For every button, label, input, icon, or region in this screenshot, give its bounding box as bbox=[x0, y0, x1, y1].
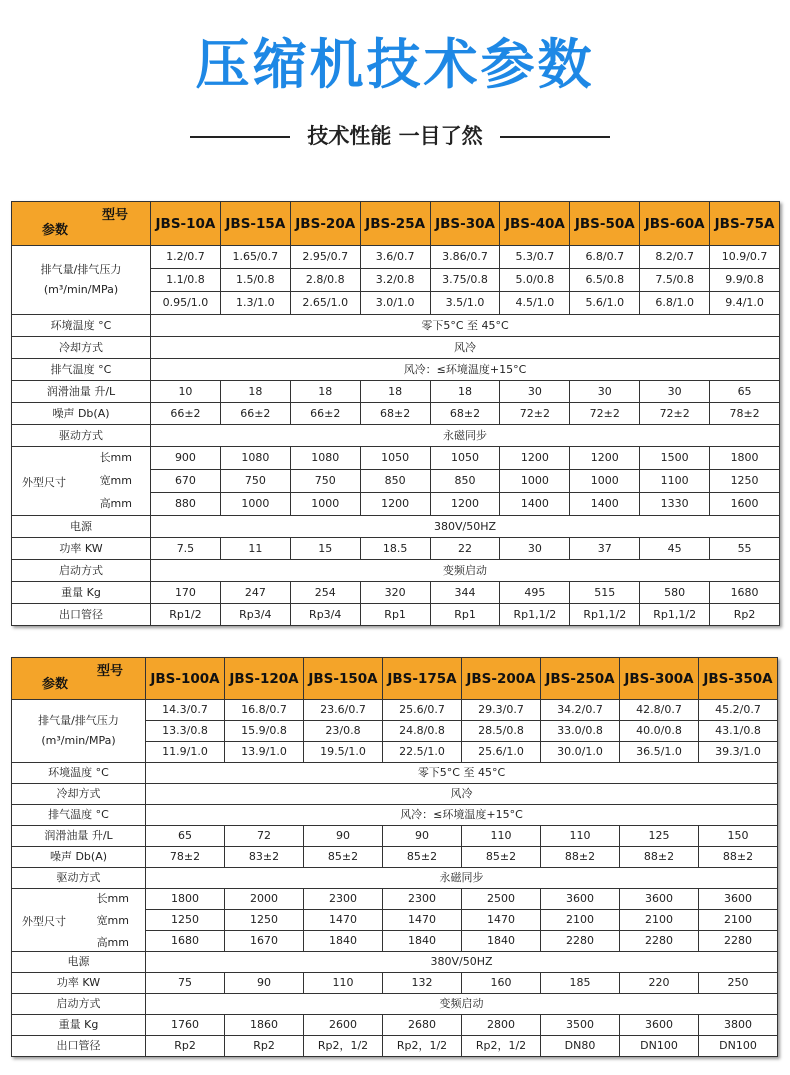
drive-value: 永磁同步 bbox=[146, 868, 778, 889]
length-value: 1800 bbox=[710, 447, 780, 470]
height-value: 1330 bbox=[640, 493, 710, 516]
outlet-value: DN100 bbox=[699, 1036, 778, 1057]
oil-value: 72 bbox=[225, 826, 304, 847]
corner-cell: 型号 参数 bbox=[12, 658, 146, 700]
oil-value: 150 bbox=[699, 826, 778, 847]
start-label: 启动方式 bbox=[12, 560, 151, 582]
flow-value: 28.5/0.8 bbox=[462, 721, 541, 742]
power-value: 250 bbox=[699, 973, 778, 994]
length-value: 900 bbox=[151, 447, 221, 470]
width-value: 1250 bbox=[146, 910, 225, 931]
weight-value: 1680 bbox=[710, 582, 780, 604]
power-value: 75 bbox=[146, 973, 225, 994]
width-value: 1250 bbox=[225, 910, 304, 931]
flow-row bbox=[12, 246, 780, 269]
model-header: JBS-150A bbox=[304, 658, 383, 700]
power-supply-value: 380V/50HZ bbox=[151, 516, 780, 538]
height-value: 1400 bbox=[570, 493, 640, 516]
outlet-value: Rp3/4 bbox=[290, 604, 360, 626]
oil-row bbox=[12, 381, 780, 403]
oil-row bbox=[12, 826, 778, 847]
flow-value: 2.8/0.8 bbox=[290, 269, 360, 292]
flow-value: 13.9/1.0 bbox=[225, 742, 304, 763]
flow-value: 2.65/1.0 bbox=[290, 292, 360, 315]
length-value: 1500 bbox=[640, 447, 710, 470]
model-header: JBS-100A bbox=[146, 658, 225, 700]
weight-value: 3800 bbox=[699, 1015, 778, 1036]
outlet-label: 出口管径 bbox=[12, 604, 151, 626]
flow-value: 0.95/1.0 bbox=[151, 292, 221, 315]
cooling-row bbox=[12, 784, 778, 805]
noise-value: 66±2 bbox=[290, 403, 360, 425]
weight-value: 1760 bbox=[146, 1015, 225, 1036]
drive-value: 永磁同步 bbox=[151, 425, 780, 447]
flow-value: 45.2/0.7 bbox=[699, 700, 778, 721]
flow-value: 8.2/0.7 bbox=[640, 246, 710, 269]
model-header: JBS-40A bbox=[500, 202, 570, 246]
length-value: 1080 bbox=[290, 447, 360, 470]
height-value: 1840 bbox=[304, 931, 383, 952]
model-header: JBS-25A bbox=[360, 202, 430, 246]
width-value: 1470 bbox=[383, 910, 462, 931]
outlet-value: Rp1/2 bbox=[151, 604, 221, 626]
weight-value: 1860 bbox=[225, 1015, 304, 1036]
oil-value: 30 bbox=[640, 381, 710, 403]
subtitle-line-right bbox=[500, 136, 610, 138]
oil-value: 30 bbox=[570, 381, 640, 403]
drive-row bbox=[12, 425, 780, 447]
flow-value: 22.5/1.0 bbox=[383, 742, 462, 763]
power-value: 132 bbox=[383, 973, 462, 994]
noise-row bbox=[12, 403, 780, 425]
model-header: JBS-75A bbox=[710, 202, 780, 246]
outlet-label: 出口管径 bbox=[12, 1036, 146, 1057]
weight-label: 重量 Kg bbox=[12, 1015, 146, 1036]
weight-value: 247 bbox=[220, 582, 290, 604]
flow-value: 11.9/1.0 bbox=[146, 742, 225, 763]
ambient-value: 零下5°C 至 45°C bbox=[151, 315, 780, 337]
drive-row bbox=[12, 868, 778, 889]
flow-value: 4.5/1.0 bbox=[500, 292, 570, 315]
spec-table-2 bbox=[11, 657, 778, 1057]
outlet-value: Rp1 bbox=[360, 604, 430, 626]
flow-value: 6.8/1.0 bbox=[640, 292, 710, 315]
oil-value: 18 bbox=[430, 381, 500, 403]
outlet-value: Rp1,1/2 bbox=[500, 604, 570, 626]
length-row bbox=[12, 447, 780, 470]
flow-value: 7.5/0.8 bbox=[640, 269, 710, 292]
power-value: 110 bbox=[304, 973, 383, 994]
flow-value: 36.5/1.0 bbox=[620, 742, 699, 763]
width-value: 2100 bbox=[541, 910, 620, 931]
flow-value: 33.0/0.8 bbox=[541, 721, 620, 742]
start-value: 变频启动 bbox=[151, 560, 780, 582]
cooling-value: 风冷 bbox=[151, 337, 780, 359]
exhaust-value: 风冷：≤环境温度+15°C bbox=[146, 805, 778, 826]
oil-value: 10 bbox=[151, 381, 221, 403]
oil-label: 润滑油量 升/L bbox=[12, 381, 151, 403]
flow-value: 1.3/1.0 bbox=[220, 292, 290, 315]
cooling-row bbox=[12, 337, 780, 359]
outlet-value: DN100 bbox=[620, 1036, 699, 1057]
weight-value: 254 bbox=[290, 582, 360, 604]
height-value: 1000 bbox=[220, 493, 290, 516]
height-value: 2280 bbox=[699, 931, 778, 952]
flow-value: 40.0/0.8 bbox=[620, 721, 699, 742]
oil-value: 18 bbox=[360, 381, 430, 403]
noise-value: 66±2 bbox=[220, 403, 290, 425]
width-value: 670 bbox=[151, 470, 221, 493]
height-value: 880 bbox=[151, 493, 221, 516]
weight-value: 2600 bbox=[304, 1015, 383, 1036]
height-value: 1200 bbox=[360, 493, 430, 516]
flow-value: 34.2/0.7 bbox=[541, 700, 620, 721]
length-value: 2500 bbox=[462, 889, 541, 910]
noise-value: 78±2 bbox=[710, 403, 780, 425]
flow-value: 1.5/0.8 bbox=[220, 269, 290, 292]
oil-value: 65 bbox=[146, 826, 225, 847]
width-value: 2100 bbox=[620, 910, 699, 931]
noise-value: 66±2 bbox=[151, 403, 221, 425]
width-value: 850 bbox=[430, 470, 500, 493]
noise-value: 88±2 bbox=[620, 847, 699, 868]
page-title: 压缩机技术参数 bbox=[195, 33, 595, 96]
oil-value: 90 bbox=[304, 826, 383, 847]
model-header-row bbox=[12, 658, 778, 700]
weight-value: 515 bbox=[570, 582, 640, 604]
weight-row bbox=[12, 1015, 778, 1036]
noise-value: 85±2 bbox=[304, 847, 383, 868]
cooling-label: 冷却方式 bbox=[12, 337, 151, 359]
cooling-label: 冷却方式 bbox=[12, 784, 146, 805]
weight-value: 580 bbox=[640, 582, 710, 604]
power-row bbox=[12, 538, 780, 560]
length-value: 1800 bbox=[146, 889, 225, 910]
noise-value: 68±2 bbox=[430, 403, 500, 425]
power-value: 15 bbox=[290, 538, 360, 560]
model-header: JBS-250A bbox=[541, 658, 620, 700]
power-value: 55 bbox=[710, 538, 780, 560]
start-value: 变频启动 bbox=[146, 994, 778, 1015]
width-value: 1250 bbox=[710, 470, 780, 493]
oil-value: 110 bbox=[541, 826, 620, 847]
weight-value: 3500 bbox=[541, 1015, 620, 1036]
power-value: 30 bbox=[500, 538, 570, 560]
model-header: JBS-60A bbox=[640, 202, 710, 246]
width-value: 750 bbox=[290, 470, 360, 493]
flow-value: 14.3/0.7 bbox=[146, 700, 225, 721]
power-supply-label: 电源 bbox=[12, 516, 151, 538]
weight-value: 344 bbox=[430, 582, 500, 604]
power-value: 90 bbox=[225, 973, 304, 994]
height-value: 1400 bbox=[500, 493, 570, 516]
outlet-row bbox=[12, 1036, 778, 1057]
length-row bbox=[12, 889, 778, 910]
exhaust-label: 排气温度 °C bbox=[12, 359, 151, 381]
length-value: 1200 bbox=[500, 447, 570, 470]
length-value: 1050 bbox=[430, 447, 500, 470]
height-value: 2280 bbox=[620, 931, 699, 952]
outlet-value: Rp2 bbox=[710, 604, 780, 626]
oil-value: 18 bbox=[290, 381, 360, 403]
length-value: 2000 bbox=[225, 889, 304, 910]
power-value: 220 bbox=[620, 973, 699, 994]
noise-value: 72±2 bbox=[570, 403, 640, 425]
outlet-value: Rp1,1/2 bbox=[640, 604, 710, 626]
start-label: 启动方式 bbox=[12, 994, 146, 1015]
outlet-value: Rp2，1/2 bbox=[304, 1036, 383, 1057]
power-value: 22 bbox=[430, 538, 500, 560]
flow-value: 25.6/0.7 bbox=[383, 700, 462, 721]
height-value: 1000 bbox=[290, 493, 360, 516]
flow-value: 3.86/0.7 bbox=[430, 246, 500, 269]
oil-value: 125 bbox=[620, 826, 699, 847]
model-header: JBS-350A bbox=[699, 658, 778, 700]
flow-value: 1.2/0.7 bbox=[151, 246, 221, 269]
flow-value: 29.3/0.7 bbox=[462, 700, 541, 721]
flow-value: 9.4/1.0 bbox=[710, 292, 780, 315]
flow-value: 6.5/0.8 bbox=[570, 269, 640, 292]
model-header: JBS-30A bbox=[430, 202, 500, 246]
length-value: 2300 bbox=[383, 889, 462, 910]
weight-value: 3600 bbox=[620, 1015, 699, 1036]
outlet-row bbox=[12, 604, 780, 626]
height-value: 1200 bbox=[430, 493, 500, 516]
power-value: 18.5 bbox=[360, 538, 430, 560]
outlet-value: Rp2，1/2 bbox=[383, 1036, 462, 1057]
flow-value: 25.6/1.0 bbox=[462, 742, 541, 763]
flow-value: 43.1/0.8 bbox=[699, 721, 778, 742]
length-value: 1050 bbox=[360, 447, 430, 470]
length-value: 3600 bbox=[541, 889, 620, 910]
flow-value: 5.6/1.0 bbox=[570, 292, 640, 315]
ambient-row bbox=[12, 763, 778, 784]
noise-label: 噪声 Db(A) bbox=[12, 847, 146, 868]
weight-value: 2800 bbox=[462, 1015, 541, 1036]
flow-value: 1.1/0.8 bbox=[151, 269, 221, 292]
weight-value: 320 bbox=[360, 582, 430, 604]
power-supply-row bbox=[12, 952, 778, 973]
oil-label: 润滑油量 升/L bbox=[12, 826, 146, 847]
start-row bbox=[12, 994, 778, 1015]
flow-value: 16.8/0.7 bbox=[225, 700, 304, 721]
height-value: 1670 bbox=[225, 931, 304, 952]
noise-value: 72±2 bbox=[500, 403, 570, 425]
noise-value: 78±2 bbox=[146, 847, 225, 868]
ambient-label: 环境温度 °C bbox=[12, 315, 151, 337]
outlet-value: Rp1 bbox=[430, 604, 500, 626]
flow-value: 1.65/0.7 bbox=[220, 246, 290, 269]
power-label: 功率 KW bbox=[12, 973, 146, 994]
weight-value: 170 bbox=[151, 582, 221, 604]
flow-row bbox=[12, 700, 778, 721]
model-header: JBS-200A bbox=[462, 658, 541, 700]
page-subtitle: 技术性能 一目了然 bbox=[307, 124, 483, 148]
model-header: JBS-15A bbox=[220, 202, 290, 246]
oil-value: 65 bbox=[710, 381, 780, 403]
oil-value: 18 bbox=[220, 381, 290, 403]
weight-value: 2680 bbox=[383, 1015, 462, 1036]
width-value: 1470 bbox=[462, 910, 541, 931]
power-row bbox=[12, 973, 778, 994]
width-value: 1470 bbox=[304, 910, 383, 931]
model-header: JBS-120A bbox=[225, 658, 304, 700]
model-header: JBS-175A bbox=[383, 658, 462, 700]
noise-value: 83±2 bbox=[225, 847, 304, 868]
ambient-label: 环境温度 °C bbox=[12, 763, 146, 784]
power-label: 功率 KW bbox=[12, 538, 151, 560]
model-header: JBS-20A bbox=[290, 202, 360, 246]
noise-value: 68±2 bbox=[360, 403, 430, 425]
drive-label: 驱动方式 bbox=[12, 868, 146, 889]
exhaust-value: 风冷：≤环境温度+15°C bbox=[151, 359, 780, 381]
height-value: 1680 bbox=[146, 931, 225, 952]
power-value: 160 bbox=[462, 973, 541, 994]
noise-value: 85±2 bbox=[383, 847, 462, 868]
flow-value: 15.9/0.8 bbox=[225, 721, 304, 742]
noise-value: 72±2 bbox=[640, 403, 710, 425]
noise-row bbox=[12, 847, 778, 868]
flow-value: 5.3/0.7 bbox=[500, 246, 570, 269]
power-supply-label: 电源 bbox=[12, 952, 146, 973]
height-value: 2280 bbox=[541, 931, 620, 952]
flow-value: 39.3/1.0 bbox=[699, 742, 778, 763]
flow-value: 3.75/0.8 bbox=[430, 269, 500, 292]
model-header: JBS-50A bbox=[570, 202, 640, 246]
weight-row bbox=[12, 582, 780, 604]
flow-value: 30.0/1.0 bbox=[541, 742, 620, 763]
power-value: 37 bbox=[570, 538, 640, 560]
ambient-value: 零下5°C 至 45°C bbox=[146, 763, 778, 784]
cooling-value: 风冷 bbox=[146, 784, 778, 805]
power-value: 11 bbox=[220, 538, 290, 560]
exhaust-label: 排气温度 °C bbox=[12, 805, 146, 826]
height-value: 1600 bbox=[710, 493, 780, 516]
height-value: 1840 bbox=[383, 931, 462, 952]
flow-value: 2.95/0.7 bbox=[290, 246, 360, 269]
flow-value: 3.5/1.0 bbox=[430, 292, 500, 315]
weight-label: 重量 Kg bbox=[12, 582, 151, 604]
outlet-value: Rp1,1/2 bbox=[570, 604, 640, 626]
model-header: JBS-10A bbox=[151, 202, 221, 246]
flow-value: 3.2/0.8 bbox=[360, 269, 430, 292]
width-value: 1000 bbox=[500, 470, 570, 493]
outlet-value: DN80 bbox=[541, 1036, 620, 1057]
flow-value: 19.5/1.0 bbox=[304, 742, 383, 763]
length-value: 1080 bbox=[220, 447, 290, 470]
flow-value: 5.0/0.8 bbox=[500, 269, 570, 292]
model-header-row bbox=[12, 202, 780, 246]
noise-value: 88±2 bbox=[541, 847, 620, 868]
noise-label: 噪声 Db(A) bbox=[12, 403, 151, 425]
power-value: 45 bbox=[640, 538, 710, 560]
oil-value: 110 bbox=[462, 826, 541, 847]
power-value: 7.5 bbox=[151, 538, 221, 560]
width-value: 750 bbox=[220, 470, 290, 493]
oil-value: 30 bbox=[500, 381, 570, 403]
length-value: 3600 bbox=[699, 889, 778, 910]
flow-value: 23/0.8 bbox=[304, 721, 383, 742]
power-supply-row bbox=[12, 516, 780, 538]
power-value: 185 bbox=[541, 973, 620, 994]
flow-label: 排气量/排气压力 (m³/min/MPa) bbox=[12, 700, 146, 763]
ambient-row bbox=[12, 315, 780, 337]
oil-value: 90 bbox=[383, 826, 462, 847]
dimension-label: 外型尺寸 长mm 宽mm 高mm bbox=[12, 889, 146, 952]
width-value: 850 bbox=[360, 470, 430, 493]
flow-value: 23.6/0.7 bbox=[304, 700, 383, 721]
outlet-value: Rp2 bbox=[225, 1036, 304, 1057]
flow-value: 42.8/0.7 bbox=[620, 700, 699, 721]
outlet-value: Rp2，1/2 bbox=[462, 1036, 541, 1057]
drive-label: 驱动方式 bbox=[12, 425, 151, 447]
height-value: 1840 bbox=[462, 931, 541, 952]
width-value: 2100 bbox=[699, 910, 778, 931]
length-value: 3600 bbox=[620, 889, 699, 910]
outlet-value: Rp2 bbox=[146, 1036, 225, 1057]
flow-value: 3.6/0.7 bbox=[360, 246, 430, 269]
length-value: 1200 bbox=[570, 447, 640, 470]
outlet-value: Rp3/4 bbox=[220, 604, 290, 626]
exhaust-row bbox=[12, 359, 780, 381]
exhaust-row bbox=[12, 805, 778, 826]
flow-value: 3.0/1.0 bbox=[360, 292, 430, 315]
flow-value: 6.8/0.7 bbox=[570, 246, 640, 269]
corner-cell: 型号 参数 bbox=[12, 202, 151, 246]
dimension-label: 外型尺寸 长mm 宽mm 高mm bbox=[12, 447, 151, 516]
weight-value: 495 bbox=[500, 582, 570, 604]
noise-value: 88±2 bbox=[699, 847, 778, 868]
flow-value: 13.3/0.8 bbox=[146, 721, 225, 742]
flow-value: 10.9/0.7 bbox=[710, 246, 780, 269]
model-header: JBS-300A bbox=[620, 658, 699, 700]
flow-value: 9.9/0.8 bbox=[710, 269, 780, 292]
width-value: 1000 bbox=[570, 470, 640, 493]
width-value: 1100 bbox=[640, 470, 710, 493]
flow-value: 24.8/0.8 bbox=[383, 721, 462, 742]
noise-value: 85±2 bbox=[462, 847, 541, 868]
power-supply-value: 380V/50HZ bbox=[146, 952, 778, 973]
start-row bbox=[12, 560, 780, 582]
length-value: 2300 bbox=[304, 889, 383, 910]
spec-table-1 bbox=[11, 201, 780, 626]
flow-label: 排气量/排气压力 (m³/min/MPa) bbox=[12, 246, 151, 315]
